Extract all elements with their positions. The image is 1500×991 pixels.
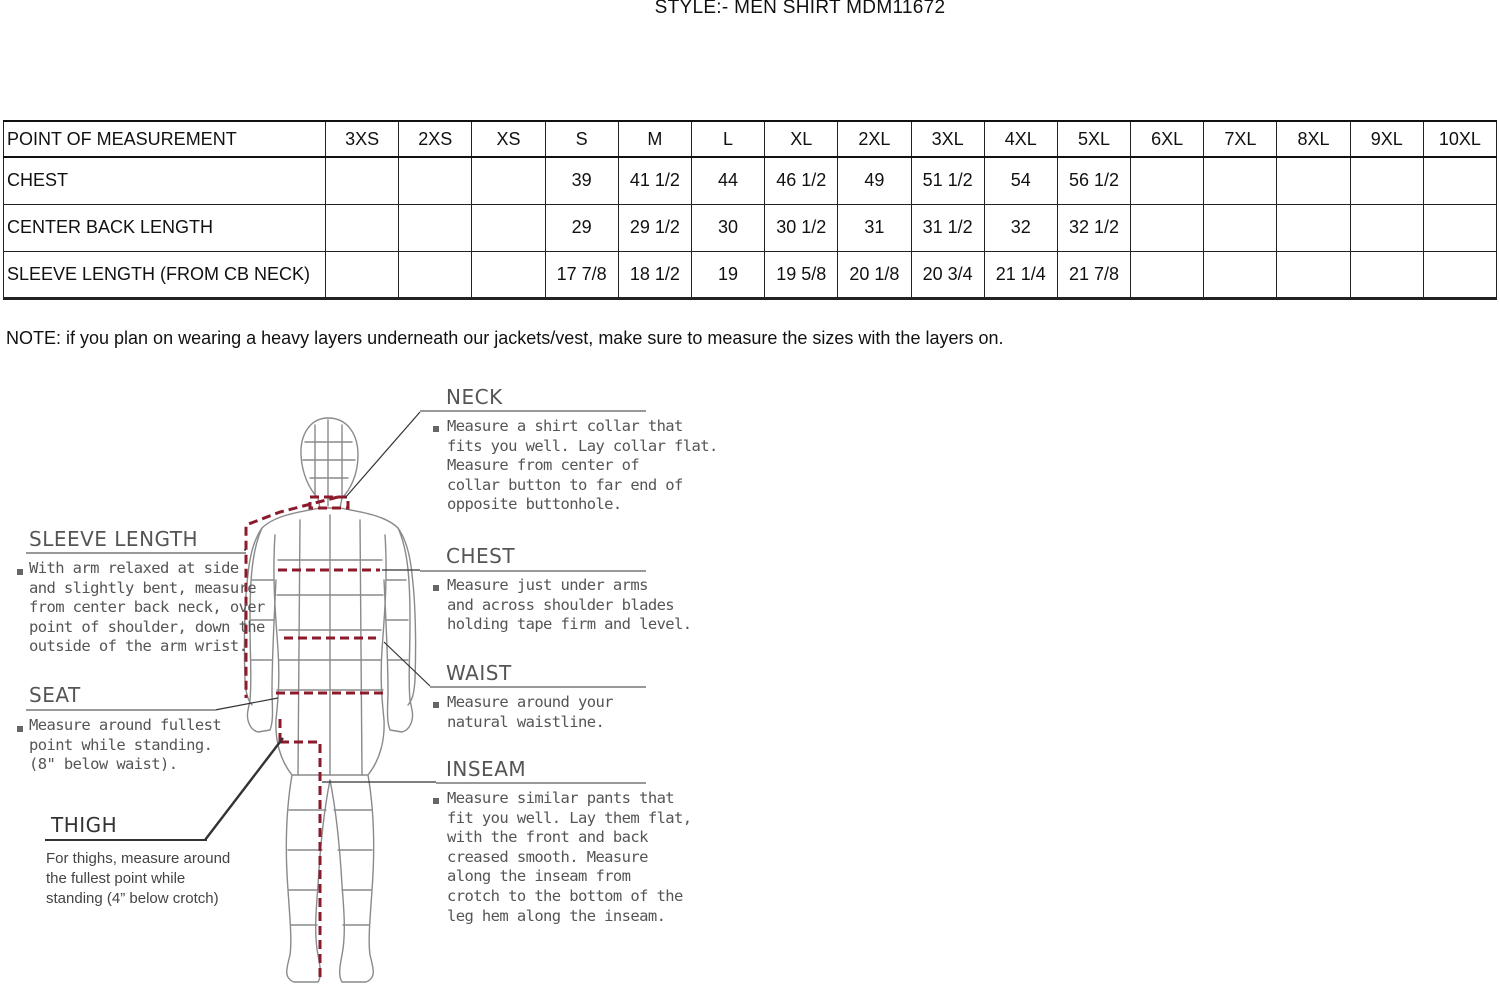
table-cell <box>399 204 472 251</box>
table-cell <box>472 251 545 298</box>
size-header: 8XL <box>1277 121 1350 157</box>
layering-note: NOTE: if you plan on wearing a heavy layers underneath our jackets/vest, make sure to measure the sizes with the layers on. <box>6 328 1004 348</box>
neck-bullet-icon <box>433 426 439 432</box>
table-cell <box>1204 251 1277 298</box>
desc-line: For thighs, measure around <box>46 850 231 867</box>
size-header: 2XS <box>399 121 472 157</box>
table-row <box>4 251 1497 298</box>
table-cell: 19 <box>691 251 764 298</box>
size-header: S <box>545 121 618 157</box>
desc-line: the fullest point while <box>46 870 186 887</box>
table-cell <box>326 204 399 251</box>
desc-line: with the front and back <box>447 828 648 847</box>
desc-line: fit you well. Lay them flat, <box>447 808 692 827</box>
table-cell: 20 3/4 <box>911 251 984 298</box>
desc-line: from center back neck, over <box>29 598 265 617</box>
size-header: 3XS <box>326 121 399 157</box>
size-header: 7XL <box>1204 121 1277 157</box>
desc-line: fits you well. Lay collar flat. <box>447 436 718 455</box>
desc-line: Measure a shirt collar that <box>447 417 683 435</box>
desc-line: creased smooth. Measure <box>447 847 648 866</box>
desc-line: and slightly bent, measure <box>29 578 257 597</box>
desc-line: Measure just under arms <box>447 576 648 594</box>
table-cell: 56 1/2 <box>1057 157 1130 204</box>
desc-line: standing (4” below crotch) <box>46 890 219 907</box>
table-cell: 39 <box>545 157 618 204</box>
desc-line: along the inseam from <box>447 867 631 886</box>
size-header: XL <box>765 121 838 157</box>
measurement-label: CENTER BACK LENGTH <box>4 204 326 251</box>
waist-bullet-icon <box>433 702 439 708</box>
size-header: M <box>618 121 691 157</box>
inseam-rule <box>436 782 646 784</box>
table-cell: 29 1/2 <box>618 204 691 251</box>
table-cell: 31 1/2 <box>911 204 984 251</box>
table-cell <box>1204 204 1277 251</box>
sleeve-length-rule <box>26 552 246 554</box>
table-cell: 21 1/4 <box>984 251 1057 298</box>
table-cell: 30 1/2 <box>765 204 838 251</box>
waist-rule <box>430 686 646 688</box>
table-cell <box>1204 157 1277 204</box>
table-cell: 21 7/8 <box>1057 251 1130 298</box>
desc-line: and across shoulder blades <box>447 595 675 614</box>
chest-rule <box>420 570 646 572</box>
desc-line: Measure around fullest <box>29 716 222 734</box>
size-header: 9XL <box>1350 121 1423 157</box>
table-cell: 46 1/2 <box>765 157 838 204</box>
page-title: STYLE:- MEN SHIRT MDM11672 <box>654 0 946 18</box>
size-header: 2XL <box>838 121 911 157</box>
seat-rule <box>26 709 216 711</box>
thigh-label: THIGH <box>51 813 118 837</box>
sleeve-length-description <box>29 559 265 657</box>
inseam-description <box>447 789 692 926</box>
waist-label: WAIST <box>446 661 512 685</box>
chest-label: CHEST <box>446 544 516 568</box>
neck-label: NECK <box>446 385 503 409</box>
table-cell <box>1277 251 1350 298</box>
desc-line: leg hem along the inseam. <box>447 906 666 925</box>
size-header: XS <box>472 121 545 157</box>
inseam-bullet-icon <box>433 798 439 804</box>
table-cell <box>1277 204 1350 251</box>
thigh-description <box>46 849 230 909</box>
size-header: 3XL <box>911 121 984 157</box>
table-body <box>4 157 1497 298</box>
table-cell <box>1277 157 1350 204</box>
table-cell: 30 <box>691 204 764 251</box>
desc-line: point while standing. <box>29 735 213 754</box>
desc-line: Measure from center of <box>447 456 640 475</box>
table-cell: 32 <box>984 204 1057 251</box>
table-cell <box>399 157 472 204</box>
size-header: 4XL <box>984 121 1057 157</box>
desc-line: Measure around your <box>447 693 613 711</box>
desc-line: point of shoulder, down the <box>29 617 265 636</box>
table-cell: 19 5/8 <box>765 251 838 298</box>
desc-line: (8" below waist). <box>29 755 178 774</box>
table-cell <box>326 157 399 204</box>
desc-line: opposite buttonhole. <box>447 495 622 514</box>
table-cell <box>472 157 545 204</box>
measurement-label: SLEEVE LENGTH (FROM CB NECK) <box>4 251 326 298</box>
sleeve-length-label: SLEEVE LENGTH <box>29 527 199 551</box>
size-header: 5XL <box>1057 121 1130 157</box>
table-cell <box>1423 204 1496 251</box>
thigh-rule <box>45 839 207 841</box>
sleeve-bullet-icon <box>17 569 23 575</box>
table-cell <box>472 204 545 251</box>
neck-description <box>447 417 718 515</box>
table-cell <box>1131 251 1204 298</box>
table-cell: 44 <box>691 157 764 204</box>
desc-line: natural waistline. <box>447 712 605 731</box>
seat-bullet-icon <box>17 726 23 732</box>
seat-label: SEAT <box>29 683 81 707</box>
table-row <box>4 204 1497 251</box>
desc-line: holding tape firm and level. <box>447 615 692 634</box>
table-cell: 32 1/2 <box>1057 204 1130 251</box>
table-cell: 49 <box>838 157 911 204</box>
table-cell <box>1350 204 1423 251</box>
table-cell: 41 1/2 <box>618 157 691 204</box>
measurement-guide <box>0 380 718 991</box>
table-cell: 17 7/8 <box>545 251 618 298</box>
desc-line: With arm relaxed at side <box>29 559 239 577</box>
table-header-row <box>4 121 1497 157</box>
chest-bullet-icon <box>433 585 439 591</box>
seat-description <box>29 716 221 775</box>
size-chart-table <box>3 120 1497 300</box>
table-cell <box>1423 157 1496 204</box>
table-cell <box>399 251 472 298</box>
table-cell <box>1131 157 1204 204</box>
table-cell <box>1350 251 1423 298</box>
measurement-label: CHEST <box>4 157 326 204</box>
table-row <box>4 157 1497 204</box>
table-cell: 29 <box>545 204 618 251</box>
desc-line: crotch to the bottom of the <box>447 886 683 905</box>
table-cell: 20 1/8 <box>838 251 911 298</box>
size-header: 10XL <box>1423 121 1496 157</box>
inseam-label: INSEAM <box>446 757 527 781</box>
header-point-of-measurement: POINT OF MEASUREMENT <box>4 121 326 157</box>
desc-line: outside of the arm wrist. <box>29 637 248 656</box>
size-header: 6XL <box>1131 121 1204 157</box>
chest-description <box>447 576 692 635</box>
table-cell <box>1350 157 1423 204</box>
neck-rule <box>420 410 646 412</box>
desc-line: Measure similar pants that <box>447 789 675 807</box>
size-header: L <box>691 121 764 157</box>
table-cell <box>326 251 399 298</box>
desc-line: collar button to far end of <box>447 475 683 494</box>
table-cell: 51 1/2 <box>911 157 984 204</box>
table-cell: 31 <box>838 204 911 251</box>
table-cell <box>1131 204 1204 251</box>
waist-description <box>447 693 613 732</box>
table-cell: 18 1/2 <box>618 251 691 298</box>
table-cell: 54 <box>984 157 1057 204</box>
table-cell <box>1423 251 1496 298</box>
